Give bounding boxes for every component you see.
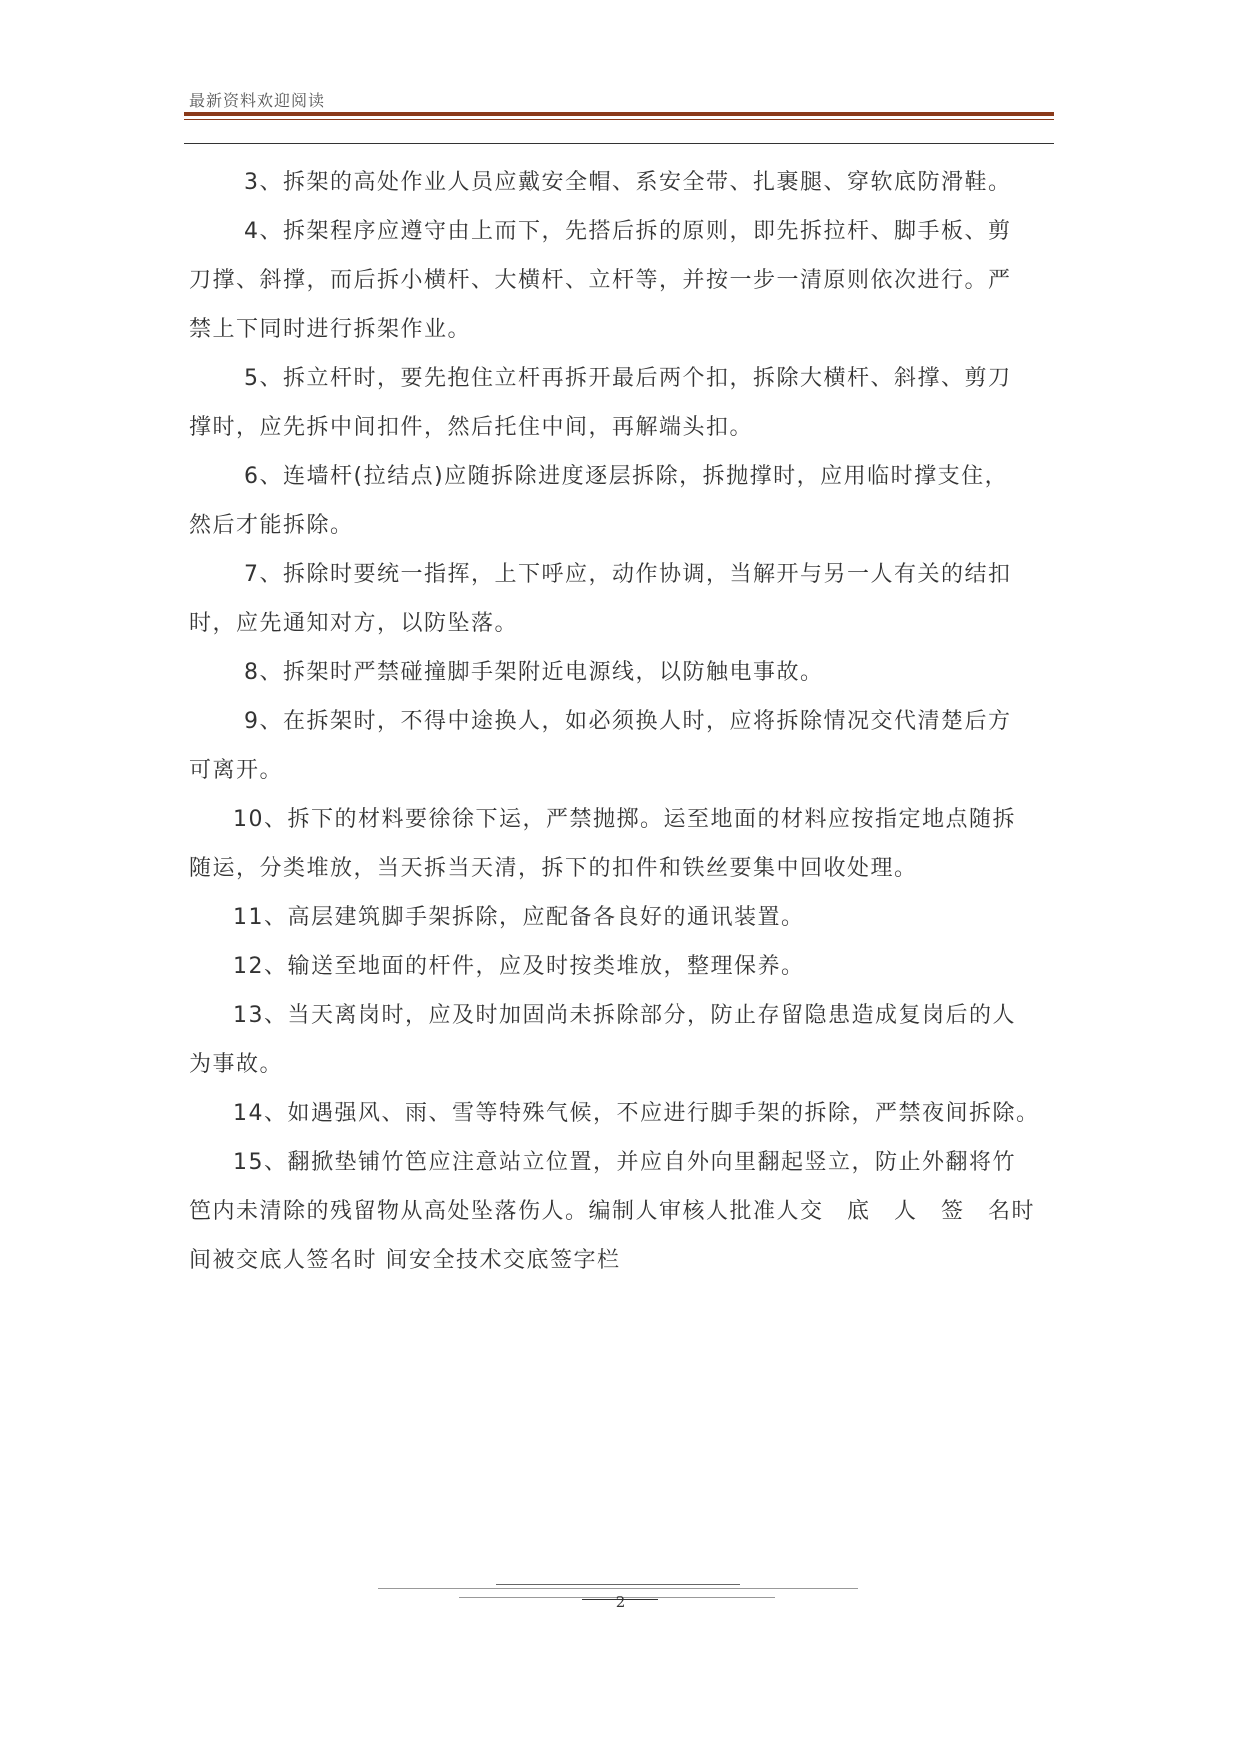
header-rule-thin bbox=[184, 119, 1054, 120]
paragraph-line: 14、如遇强风、雨、雪等特殊气候，不应进行脚手架的拆除，严禁夜间拆除。 bbox=[233, 1101, 1040, 1126]
paragraph-line: 撑时，应先拆中间扣件，然后托住中间，再解端头扣。 bbox=[189, 415, 754, 440]
paragraph-line: 7、拆除时要统一指挥，上下呼应，动作协调，当解开与另一人有关的结扣 bbox=[244, 562, 1012, 587]
footer-rule-outer-top bbox=[378, 1588, 858, 1589]
paragraph-line: 可离开。 bbox=[189, 758, 284, 783]
paragraph-line: 13、当天离岗时，应及时加固尚未拆除部分，防止存留隐患造成复岗后的人 bbox=[233, 1003, 1016, 1028]
paragraph-line: 4、拆架程序应遵守由上而下，先搭后拆的原则，即先拆拉杆、脚手板、剪 bbox=[244, 219, 1012, 244]
document-body bbox=[189, 158, 1069, 1285]
footer-rule-inner-top bbox=[496, 1584, 740, 1585]
paragraph-line: 然后才能拆除。 bbox=[189, 513, 354, 538]
paragraph-line: 随运，分类堆放，当天拆当天清，拆下的扣件和铁丝要集中回收处理。 bbox=[189, 856, 918, 881]
paragraph-line: 间被交底人签名时 间安全技术交底签字栏 bbox=[189, 1248, 621, 1273]
paragraph-line: 9、在拆架时，不得中途换人，如必须换人时，应将拆除情况交代清楚后方 bbox=[244, 709, 1012, 734]
page-header-text: 最新资料欢迎阅读 bbox=[189, 91, 326, 110]
paragraph-line: 为事故。 bbox=[189, 1052, 284, 1077]
paragraph-line: 6、连墙杆(拉结点)应随拆除进度逐层拆除，拆抛撑时，应用临时撑支住， bbox=[244, 464, 1009, 489]
header-rule-thick bbox=[184, 112, 1054, 116]
paragraph-line: 15、翻掀垫铺竹笆应注意站立位置，并应自外向里翻起竖立，防止外翻将竹 bbox=[233, 1150, 1016, 1175]
paragraph-line: 12、输送至地面的杆件，应及时按类堆放，整理保养。 bbox=[233, 954, 805, 979]
body-rule bbox=[184, 143, 1054, 144]
paragraph-line: 3、拆架的高处作业人员应戴安全帽、系安全带、扎裹腿、穿软底防滑鞋。 bbox=[244, 170, 1012, 195]
paragraph-line: 时，应先通知对方，以防坠落。 bbox=[189, 611, 519, 636]
paragraph-line: 笆内未清除的残留物从高处坠落伤人。编制人审核人批准人交 底 人 签 名时 bbox=[189, 1199, 1036, 1224]
page-number: 2 bbox=[615, 1593, 626, 1611]
paragraph-line: 10、拆下的材料要徐徐下运，严禁抛掷。运至地面的材料应按指定地点随拆 bbox=[233, 807, 1016, 832]
paragraph-line: 禁上下同时进行拆架作业。 bbox=[189, 317, 472, 342]
paragraph-line: 8、拆架时严禁碰撞脚手架附近电源线，以防触电事故。 bbox=[244, 660, 824, 685]
paragraph-line: 5、拆立杆时，要先抱住立杆再拆开最后两个扣，拆除大横杆、斜撑、剪刀 bbox=[244, 366, 1012, 391]
paragraph-line: 刀撑、斜撑，而后拆小横杆、大横杆、立杆等，并按一步一清原则依次进行。严 bbox=[189, 268, 1012, 293]
paragraph-line: 11、高层建筑脚手架拆除，应配备各良好的通讯装置。 bbox=[233, 905, 805, 930]
